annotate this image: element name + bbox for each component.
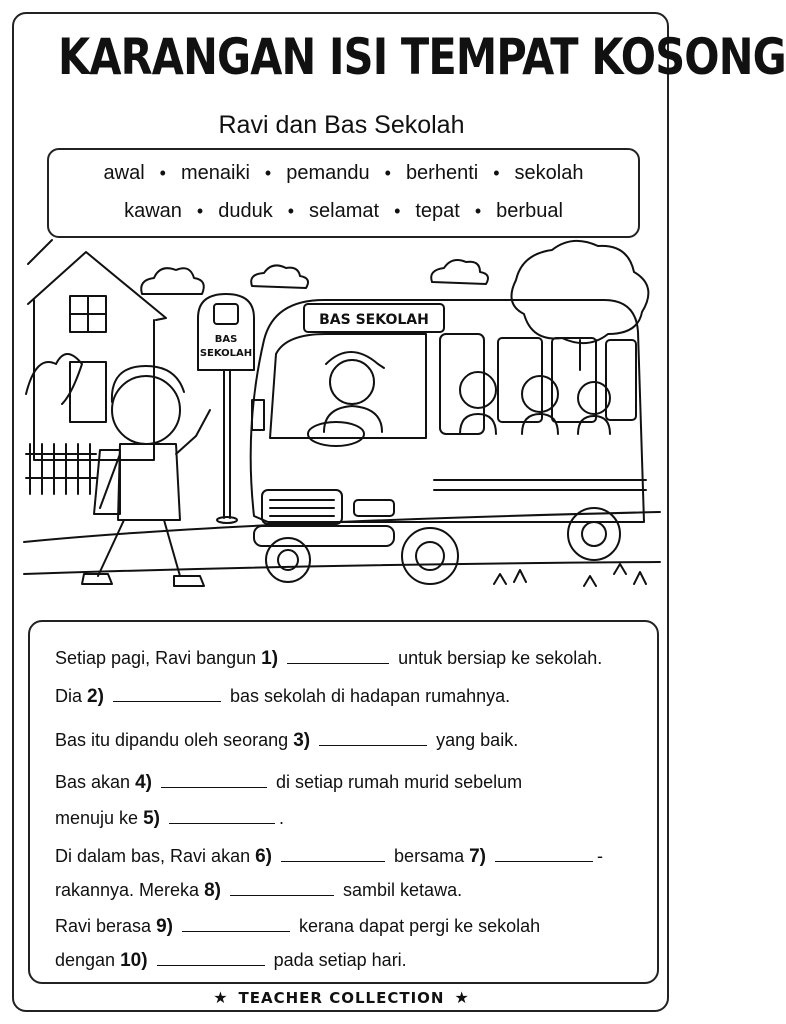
stop-sign-label-1: BAS — [214, 334, 238, 345]
footer — [0, 988, 683, 1007]
blank-number: 5) — [143, 808, 160, 829]
answer-blank-10[interactable] — [157, 949, 265, 966]
passage-text: - — [597, 846, 604, 866]
passage-line — [55, 878, 462, 903]
passage-text: Dia — [55, 686, 83, 706]
bullet-separator: • — [394, 201, 401, 221]
blank-number: 7) — [469, 846, 486, 867]
answer-blank-9[interactable] — [182, 915, 290, 932]
road-edge — [24, 562, 660, 574]
star-icon: ★ — [213, 988, 229, 1007]
word-bank-word: tepat — [415, 200, 460, 222]
passage-text: Ravi berasa — [55, 916, 152, 936]
passage-text: Setiap pagi, Ravi bangun — [55, 648, 257, 668]
cloud-icon — [251, 265, 308, 288]
answer-blank-7[interactable] — [495, 845, 593, 862]
bullet-separator: • — [474, 201, 482, 221]
word-bank-word: berhenti — [405, 162, 479, 184]
word-bank-word: sekolah — [514, 162, 584, 184]
answer-blank-1[interactable] — [287, 647, 389, 664]
passage-text: . — [279, 808, 285, 828]
passage-text: yang baik. — [436, 730, 519, 750]
grass-icon — [494, 564, 646, 586]
bullet-separator: • — [287, 201, 295, 221]
star-icon: ★ — [454, 988, 470, 1007]
blank-number: 9) — [156, 916, 173, 937]
passage-box — [28, 620, 659, 984]
passage-line — [55, 948, 407, 973]
passage-line — [55, 914, 540, 939]
bullet-separator: • — [493, 163, 500, 183]
blank-number: 8) — [204, 880, 221, 901]
passage-line — [55, 728, 518, 753]
house-icon — [28, 240, 166, 460]
cloud-icon — [141, 268, 204, 294]
word-bank-word: duduk — [218, 200, 273, 222]
bus-scene-illustration — [24, 244, 660, 614]
passage-text: bas sekolah di hadapan rumahnya. — [229, 686, 511, 706]
answer-blank-6[interactable] — [281, 845, 385, 862]
stop-sign-label-2: SEKOLAH — [199, 348, 253, 359]
passage-text: untuk bersiap ke sekolah. — [398, 648, 603, 668]
blank-number: 2) — [87, 686, 104, 707]
passage-text: kerana dapat pergi ke sekolah — [299, 916, 541, 936]
word-bank-word: berbual — [496, 200, 563, 222]
passage-text: Bas akan — [55, 772, 131, 792]
passage-text: di setiap rumah murid sebelum — [276, 772, 523, 792]
worksheet-subtitle: Ravi dan Bas Sekolah — [218, 111, 465, 139]
answer-blank-8[interactable] — [230, 879, 334, 896]
passage-text: rakannya. Mereka — [55, 880, 200, 900]
word-bank-word: selamat — [309, 200, 380, 222]
bullet-separator: • — [264, 163, 272, 183]
fence-icon — [26, 444, 96, 494]
word-bank-row-2 — [49, 200, 638, 223]
blank-number: 4) — [135, 772, 152, 793]
answer-blank-2[interactable] — [113, 685, 221, 702]
cloud-icon — [431, 260, 488, 284]
word-bank-word: pemandu — [286, 162, 370, 184]
bullet-separator: • — [196, 201, 204, 221]
passage-line — [55, 770, 522, 795]
passage-line — [55, 684, 510, 709]
passage-line — [55, 844, 603, 869]
word-bank-word: menaiki — [180, 162, 250, 184]
bus-sign-label: BAS SEKOLAH — [319, 312, 429, 328]
passage-text: pada setiap hari. — [273, 950, 407, 970]
passage-text: Di dalam bas, Ravi akan — [55, 846, 251, 866]
passage-text: Bas itu dipandu oleh seorang — [55, 730, 289, 750]
passage-line — [55, 806, 284, 831]
bullet-separator: • — [159, 163, 166, 183]
blank-number: 10) — [120, 950, 148, 971]
word-bank-row-1 — [49, 162, 638, 185]
tree-icon — [512, 241, 649, 370]
blank-number: 6) — [255, 846, 273, 867]
passage-text: bersama — [394, 846, 465, 866]
ravi-boy — [82, 366, 210, 586]
bus-stop-sign — [198, 294, 254, 523]
answer-blank-5[interactable] — [169, 807, 275, 824]
passage-text: dengan — [55, 950, 116, 970]
footer-label: TEACHER COLLECTION — [238, 989, 445, 1007]
answer-blank-3[interactable] — [319, 729, 427, 746]
passage-line — [55, 646, 602, 671]
word-bank-word: awal — [103, 162, 145, 184]
blank-number: 1) — [261, 648, 279, 669]
worksheet-title: KARANGAN ISI TEMPAT KOSONG — [58, 28, 786, 86]
passage-text: menuju ke — [55, 808, 139, 828]
word-bank — [47, 148, 640, 238]
blank-number: 3) — [293, 730, 311, 751]
student-passenger — [460, 372, 496, 434]
answer-blank-4[interactable] — [161, 771, 267, 788]
word-bank-word: kawan — [124, 200, 182, 222]
passage-text: sambil ketawa. — [343, 880, 463, 900]
bus-driver — [308, 352, 384, 446]
bullet-separator: • — [384, 163, 391, 183]
